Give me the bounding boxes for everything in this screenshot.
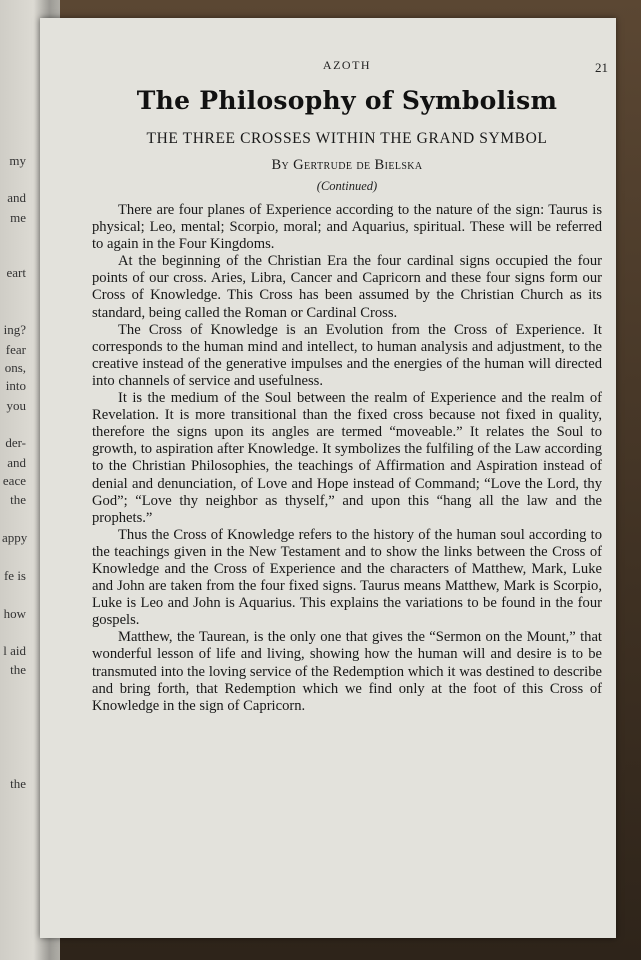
margin-fragment: my bbox=[9, 153, 26, 168]
margin-fragment: the bbox=[10, 662, 26, 677]
margin-fragment: appy bbox=[2, 530, 28, 545]
margin-fragment: the bbox=[10, 776, 26, 791]
margin-fragment: me bbox=[10, 210, 26, 225]
running-head: AZOTH bbox=[322, 58, 372, 72]
right-page bbox=[40, 18, 616, 938]
margin-fragment: how bbox=[3, 606, 26, 621]
margin-fragment: ons, bbox=[4, 360, 26, 375]
margin-fragment: into bbox=[5, 378, 26, 393]
margin-fragment: l aid bbox=[3, 643, 26, 658]
margin-fragment: fe is bbox=[3, 568, 26, 583]
article-title: The Philosophy of Symbolism bbox=[136, 86, 558, 115]
paragraph: It is the medium of the Soul between the realm of Experience and the realm of Revelation. It is more transitional than the fixed cross because not fixed in quality, therefore the signs upon its angles are termed “moveable.” It relates the Soul to growth, to aspiration after Knowledge. It symbolizes the fulfiling of the Law according to the Christian Philosophies, the teachings of Affirmation and Aspiration instead of denial and denunciation, of Love and Hope instead of Command; “Love the Lord, thy God”; “Love thy neighbor as thyself,” and upon this “hang all the law and the prophets.” bbox=[92, 390, 602, 526]
paragraph: There are four planes of Experience according to the nature of the sign: Taurus is physical; Leo, mental; Scorpio, moral; and Aquarius, spiritual. These will be referred to again in the Four Kingdoms. bbox=[92, 202, 602, 253]
margin-fragment: eart bbox=[6, 265, 26, 280]
margin-fragment: fear bbox=[5, 342, 26, 357]
margin-fragment: the bbox=[10, 492, 26, 507]
margin-fragment: you bbox=[6, 398, 26, 413]
page-number: 21 bbox=[595, 60, 608, 75]
paragraph: At the beginning of the Christian Era the four cardinal signs occupied the four points of our cross. Aries, Libra, Cancer and Capricorn and these four signs form our Cross of Knowledge. This Cross has been assumed by the Christian Church as its standard, being called the Roman or Cardinal Cross. bbox=[92, 253, 602, 321]
article-body bbox=[92, 202, 602, 715]
paragraph: Matthew, the Taurean, is the only one that gives the “Sermon on the Mount,” that wonderful lesson of life and living, showing how the human will and desire is to be transmuted into the loving service of the Redemption which it was destined to describe and bring forth, that Redemption which we find only at the foot of this Cross of Knowledge in the sign of Capricorn. bbox=[92, 629, 602, 714]
margin-fragment: and bbox=[7, 190, 26, 205]
margin-fragment: ing? bbox=[3, 322, 26, 337]
paragraph: Thus the Cross of Knowledge refers to the history of the human soul according to the teachings given in the New Testament and to show the links between the Cross of Knowledge and the Cross of Experience and the characters of Matthew, Mark, Luke and John are taken from the four fixed signs. Taurus means Matthew, Mark is Scorpio, Luke is Leo and John is Aquarius. This explains the variations to be found in the four gospels. bbox=[92, 526, 602, 629]
margin-fragment: der- bbox=[5, 435, 26, 450]
paragraph: The Cross of Knowledge is an Evolution from the Cross of Experience. It corresponds to the human mind and intellect, to human analysis and adjustment, to the creative instead of the generative impulses and the energies of the human will directed into channels of service and usefulness. bbox=[92, 321, 602, 389]
margin-fragment: and bbox=[7, 455, 26, 470]
byline: By Gertrude de Bielska bbox=[271, 157, 423, 173]
continued-note: (Continued) bbox=[316, 179, 378, 193]
margin-fragment: eace bbox=[2, 473, 26, 488]
article-subtitle: THE THREE CROSSES WITHIN THE GRAND SYMBOL bbox=[146, 130, 548, 147]
